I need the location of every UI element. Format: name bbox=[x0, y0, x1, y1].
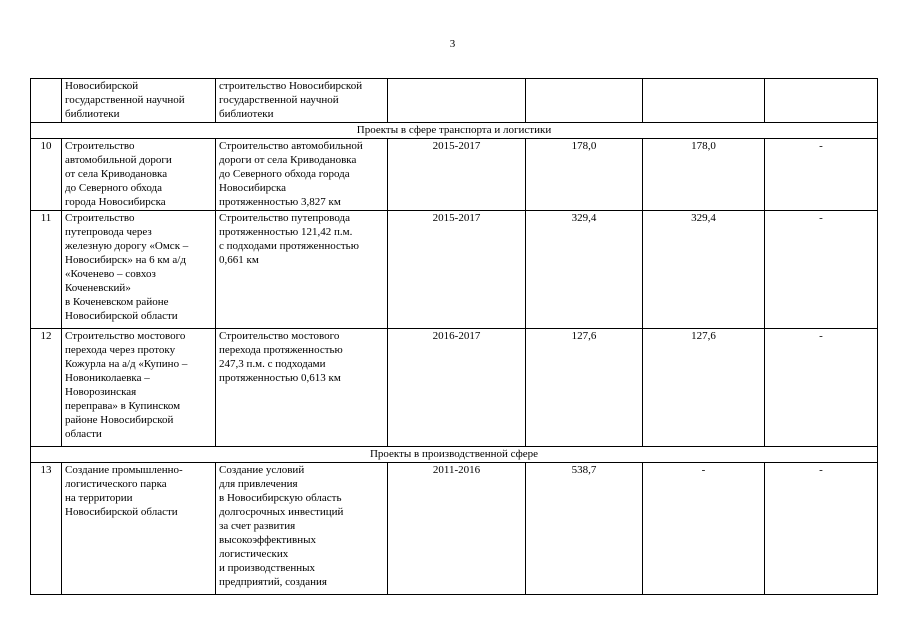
text-line: Строительство bbox=[65, 212, 135, 224]
cell-project-description bbox=[216, 79, 388, 123]
cell-period: 2015-2017 bbox=[388, 211, 526, 329]
text-line: долгосрочных инвестиций bbox=[219, 506, 344, 518]
text-line: автомобильной дороги bbox=[65, 154, 172, 166]
continuation-row bbox=[31, 79, 878, 123]
section-header-row bbox=[31, 447, 878, 463]
text-line: «Коченево – совхоз bbox=[65, 268, 156, 280]
text-line: библиотеки bbox=[219, 108, 274, 120]
text-line: Новосибирск» на 6 км а/д bbox=[65, 254, 186, 266]
text-line: Строительство bbox=[65, 140, 135, 152]
cell-num: 11 bbox=[31, 211, 62, 329]
cell-total: 538,7 bbox=[526, 463, 643, 595]
text-line: Коченевский» bbox=[65, 282, 131, 294]
cell-period: 2016-2017 bbox=[388, 329, 526, 447]
cell-col7: - bbox=[765, 463, 878, 595]
text-line: предприятий, создания bbox=[219, 576, 327, 588]
text-line: путепровода через bbox=[65, 226, 152, 238]
text-line: за счет развития bbox=[219, 520, 296, 532]
cell-col6: 329,4 bbox=[643, 211, 765, 329]
text-line: Строительство мостового bbox=[219, 330, 340, 342]
cell-num bbox=[31, 79, 62, 123]
cell-project-name bbox=[62, 463, 216, 595]
text-line: дороги от села Криводановка bbox=[219, 154, 357, 166]
text-line: Новониколаевка – bbox=[65, 372, 150, 384]
text-line: железную дорогу «Омск – bbox=[65, 240, 189, 252]
text-line: протяженностью 0,613 км bbox=[219, 372, 341, 384]
cell-col7 bbox=[765, 79, 878, 123]
text-line: в Новосибирскую область bbox=[219, 492, 342, 504]
cell-num: 12 bbox=[31, 329, 62, 447]
text-line: протяженностью 3,827 км bbox=[219, 196, 341, 208]
text-line: логистических bbox=[219, 548, 289, 560]
text-line: библиотеки bbox=[65, 108, 120, 120]
cell-period bbox=[388, 79, 526, 123]
cell-project-name bbox=[62, 211, 216, 329]
text-line: Строительство путепровода bbox=[219, 212, 351, 224]
cell-project-description bbox=[216, 463, 388, 595]
table-row bbox=[31, 211, 878, 329]
text-line: Новосибирской bbox=[65, 80, 139, 92]
text-line: государственной научной bbox=[65, 94, 185, 106]
text-line: Создание промышленно- bbox=[65, 464, 183, 476]
cell-num: 13 bbox=[31, 463, 62, 595]
text-line: 247,3 п.м. с подходами bbox=[219, 358, 326, 370]
cell-project-description bbox=[216, 329, 388, 447]
text-line: для привлечения bbox=[219, 478, 298, 490]
text-line: логистического парка bbox=[65, 478, 167, 490]
cell-total: 178,0 bbox=[526, 139, 643, 211]
cell-col6: 178,0 bbox=[643, 139, 765, 211]
text-line: Строительство автомобильной bbox=[219, 140, 363, 152]
table-row bbox=[31, 463, 878, 595]
table-row bbox=[31, 329, 878, 447]
cell-period: 2015-2017 bbox=[388, 139, 526, 211]
text-line: города Новосибирска bbox=[65, 196, 166, 208]
text-line: Новосибирской области bbox=[65, 506, 178, 518]
text-line: от села Криводановка bbox=[65, 168, 168, 180]
text-line: районе Новосибирской bbox=[65, 414, 174, 426]
text-line: перехода протяженностью bbox=[219, 344, 343, 356]
text-line: строительство Новосибирской bbox=[219, 80, 363, 92]
projects-table bbox=[30, 78, 878, 595]
text-line: на территории bbox=[65, 492, 133, 504]
section-title-transport: Проекты в сфере транспорта и логистики bbox=[31, 123, 878, 139]
cell-col6: 127,6 bbox=[643, 329, 765, 447]
cell-col7: - bbox=[765, 329, 878, 447]
cell-period: 2011-2016 bbox=[388, 463, 526, 595]
text-line: до Северного обхода города bbox=[219, 168, 350, 180]
text-line: Создание условий bbox=[219, 464, 305, 476]
text-line: до Северного обхода bbox=[65, 182, 163, 194]
cell-project-description bbox=[216, 139, 388, 211]
text-line: с подходами протяженностью bbox=[219, 240, 359, 252]
cell-project-name bbox=[62, 79, 216, 123]
cell-col6 bbox=[643, 79, 765, 123]
text-line: Новорозинская bbox=[65, 386, 137, 398]
text-line: Строительство мостового bbox=[65, 330, 186, 342]
cell-col7: - bbox=[765, 139, 878, 211]
section-title-production: Проекты в производственной сфере bbox=[31, 447, 878, 463]
text-line: протяженностью 121,42 п.м. bbox=[219, 226, 353, 238]
page-number: 3 bbox=[449, 38, 456, 50]
cell-col6: - bbox=[643, 463, 765, 595]
cell-project-description bbox=[216, 211, 388, 329]
text-line: в Коченевском районе bbox=[65, 296, 169, 308]
text-line: области bbox=[65, 428, 102, 440]
table-row bbox=[31, 139, 878, 211]
text-line: переправа» в Купинском bbox=[65, 400, 181, 412]
cell-total: 329,4 bbox=[526, 211, 643, 329]
text-line: 0,661 км bbox=[219, 254, 259, 266]
text-line: государственной научной bbox=[219, 94, 339, 106]
text-line: Кожурла на а/д «Купино – bbox=[65, 358, 188, 370]
text-line: Новосибирска bbox=[219, 182, 287, 194]
text-line: и производственных bbox=[219, 562, 316, 574]
cell-project-name bbox=[62, 139, 216, 211]
cell-project-name bbox=[62, 329, 216, 447]
cell-total: 127,6 bbox=[526, 329, 643, 447]
text-line: Новосибирской области bbox=[65, 310, 178, 322]
cell-col7: - bbox=[765, 211, 878, 329]
text-line: высокоэффективных bbox=[219, 534, 316, 546]
section-header-row bbox=[31, 123, 878, 139]
cell-num: 10 bbox=[31, 139, 62, 211]
cell-total bbox=[526, 79, 643, 123]
text-line: перехода через протоку bbox=[65, 344, 176, 356]
